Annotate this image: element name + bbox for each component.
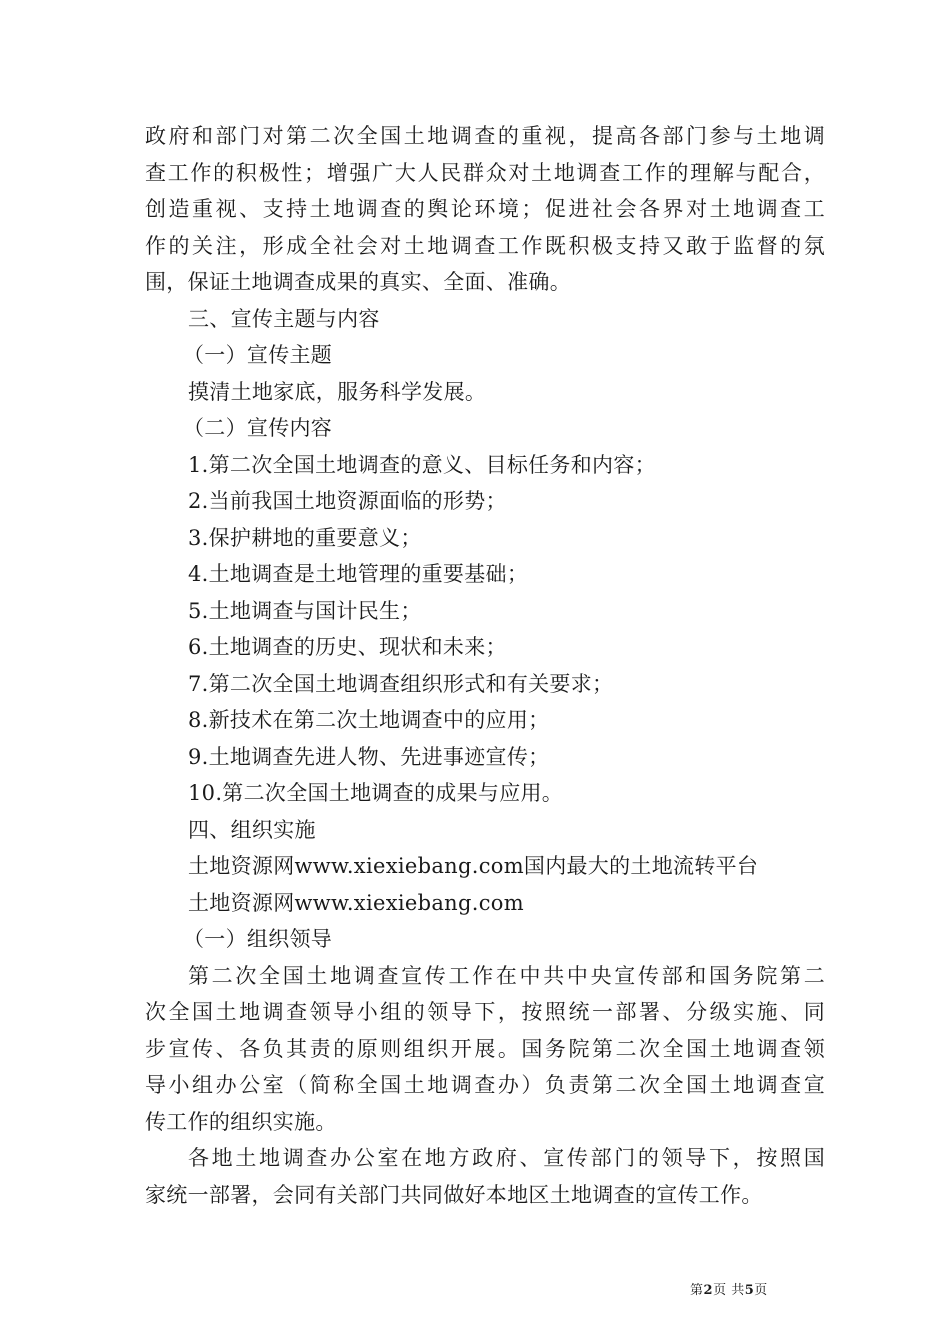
text-line: 各地土地调查办公室在地方政府、宣传部门的领导下，按照国: [188, 1146, 825, 1170]
list-item: 7.第二次全国土地调查组织形式和有关要求；: [188, 671, 614, 696]
list-item: 1.第二次全国土地调查的意义、目标任务和内容；: [188, 452, 656, 477]
text-line: 导小组办公室（简称全国土地调查办）负责第二次全国土地调查宣: [145, 1073, 825, 1097]
list-item: 8.新技术在第二次土地调查中的应用；: [188, 708, 550, 732]
text-line: 步宣传、各负其责的原则组织开展。国务院第二次全国土地调查领: [145, 1036, 825, 1061]
list-item: 5.土地调查与国计民生；: [188, 598, 422, 623]
document-body: [145, 118, 825, 1213]
footer-suffix: 页: [754, 1283, 768, 1298]
leadership-paragraph: [145, 958, 825, 1141]
text-line: 围，保证土地调查成果的真实、全面、准确。: [145, 270, 571, 294]
section-heading-4: 四、组织实施: [188, 817, 316, 842]
theme-text: 摸清土地家底，服务科学发展。: [188, 379, 487, 404]
text-line: 查工作的积极性；增强广大人民群众对土地调查工作的理解与配合，: [145, 160, 825, 185]
section-heading-3: 三、宣传主题与内容: [188, 306, 380, 331]
website-line: 土地资源网www.xiexiebang.com: [188, 890, 524, 915]
subheading-leadership: （一）组织领导: [183, 927, 333, 951]
text-line: 创造重视、支持土地调查的舆论环境；促进社会各界对土地调查工: [145, 197, 825, 221]
page-footer: [690, 1279, 768, 1298]
list-item: 10.第二次全国土地调查的成果与应用。: [188, 781, 564, 805]
total-page-number: 5: [744, 1283, 755, 1298]
footer-prefix: 第: [690, 1283, 704, 1298]
intro-paragraph: [145, 118, 825, 301]
list-item: 6.土地调查的历史、现状和未来；: [188, 635, 507, 659]
list-item: 4.土地调查是土地管理的重要基础；: [188, 562, 529, 586]
list-item: 3.保护耕地的重要意义；: [188, 525, 422, 550]
list-item: 9.土地调查先进人物、先进事迹宣传；: [188, 744, 550, 769]
text-line: 家统一部署，会同有关部门共同做好本地区土地调查的宣传工作。: [145, 1182, 763, 1207]
footer-middle: 页 共: [713, 1283, 745, 1298]
content-list: [145, 447, 825, 812]
subheading-content: （二）宣传内容: [183, 416, 333, 440]
text-line: 第二次全国土地调查宣传工作在中共中央宣传部和国务院第二: [188, 963, 825, 988]
list-item: 2.当前我国土地资源面临的形势；: [188, 489, 507, 513]
text-line: 政府和部门对第二次全国土地调查的重视，提高各部门参与土地调: [145, 124, 825, 148]
local-office-paragraph: [145, 1140, 825, 1213]
current-page-number: 2: [703, 1283, 714, 1298]
text-line: 作的关注，形成全社会对土地调查工作既积极支持又敢于监督的氛: [145, 233, 825, 258]
website-line: 土地资源网www.xiexiebang.com国内最大的土地流转平台: [188, 854, 759, 878]
subheading-theme: （一）宣传主题: [183, 343, 333, 367]
text-line: 次全国土地调查领导小组的领导下，按照统一部署、分级实施、同: [145, 1000, 825, 1024]
text-line: 传工作的组织实施。: [145, 1109, 337, 1134]
